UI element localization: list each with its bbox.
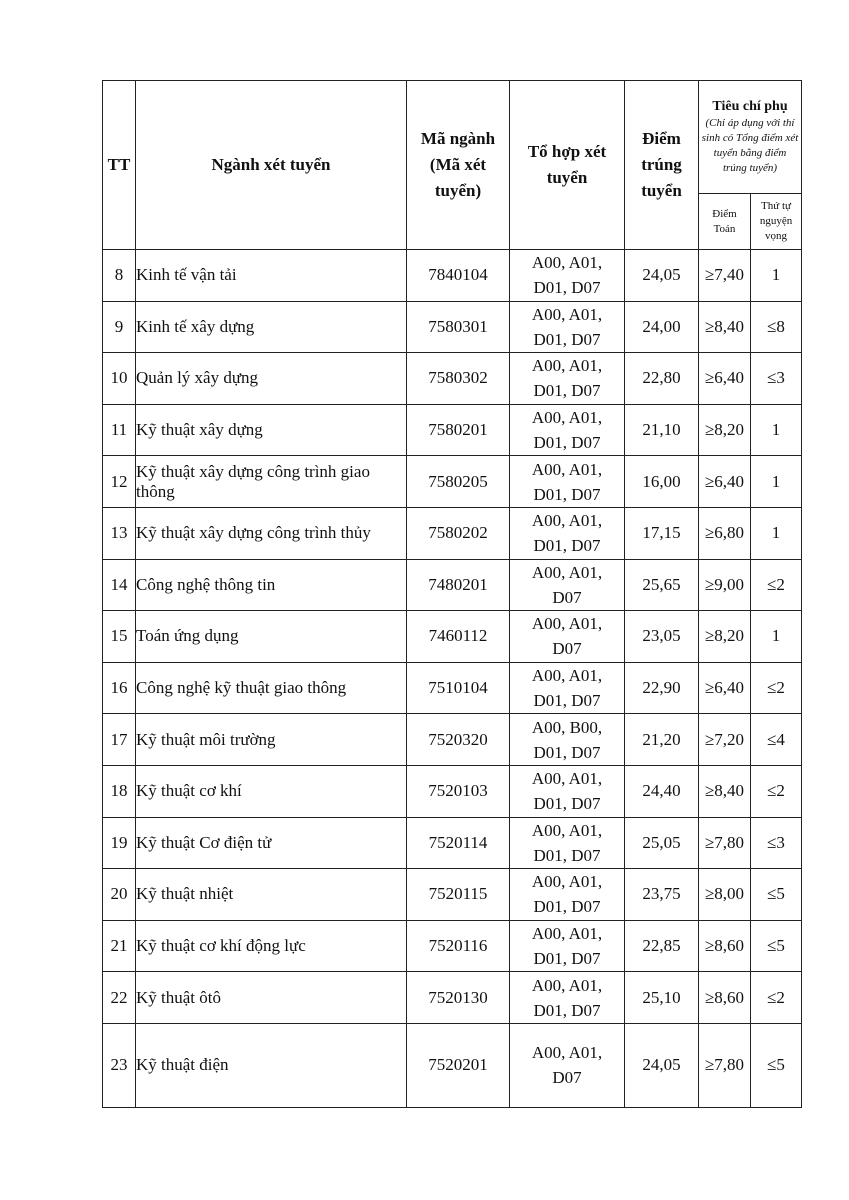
table-row: [103, 765, 802, 817]
subject-combination: A00, B00, D01, D07: [510, 714, 625, 766]
criteria-note: (Chỉ áp dụng với thí sinh có Tổng điểm xét tuyển bằng điểm trúng tuyển): [701, 117, 799, 174]
priority-criterion: ≤2: [751, 662, 802, 714]
priority-criterion: ≤3: [751, 353, 802, 405]
major-name: Công nghệ thông tin: [136, 559, 407, 611]
major-code: 7580201: [407, 404, 510, 456]
major-name: Kinh tế xây dựng: [136, 301, 407, 353]
header-score: Điểm trúng tuyển: [625, 81, 699, 250]
priority-criterion: 1: [751, 456, 802, 508]
table-row: [103, 301, 802, 353]
row-index: 14: [103, 559, 136, 611]
priority-criterion: ≤5: [751, 920, 802, 972]
row-index: 15: [103, 611, 136, 663]
table-row: [103, 250, 802, 302]
major-code: 7520130: [407, 972, 510, 1024]
math-score-criterion: ≥8,60: [699, 920, 751, 972]
subject-combination: A00, A01, D01, D07: [510, 250, 625, 302]
row-index: 19: [103, 817, 136, 869]
math-score-criterion: ≥8,40: [699, 765, 751, 817]
major-code: 7840104: [407, 250, 510, 302]
math-score-criterion: ≥6,40: [699, 662, 751, 714]
subject-combination: A00, A01, D01, D07: [510, 456, 625, 508]
subject-combination: A00, A01, D01, D07: [510, 817, 625, 869]
admission-score: 21,20: [625, 714, 699, 766]
table-row: [103, 611, 802, 663]
math-score-criterion: ≥9,00: [699, 559, 751, 611]
row-index: 20: [103, 869, 136, 921]
table-row: [103, 456, 802, 508]
major-name: Kỹ thuật xây dựng công trình thủy: [136, 507, 407, 559]
math-score-criterion: ≥6,40: [699, 456, 751, 508]
row-index: 8: [103, 250, 136, 302]
priority-criterion: 1: [751, 250, 802, 302]
table-row: [103, 353, 802, 405]
admission-score: 25,65: [625, 559, 699, 611]
subject-combination: A00, A01, D01, D07: [510, 972, 625, 1024]
major-code: 7520201: [407, 1023, 510, 1107]
major-name: Kinh tế vận tải: [136, 250, 407, 302]
priority-criterion: ≤4: [751, 714, 802, 766]
header-combo: Tổ hợp xét tuyển: [510, 81, 625, 250]
major-code: 7520320: [407, 714, 510, 766]
major-name: Kỹ thuật cơ khí: [136, 765, 407, 817]
major-name: Toán ứng dụng: [136, 611, 407, 663]
priority-criterion: 1: [751, 507, 802, 559]
row-index: 9: [103, 301, 136, 353]
priority-criterion: ≤2: [751, 765, 802, 817]
priority-criterion: ≤2: [751, 972, 802, 1024]
subject-combination: A00, A01, D01, D07: [510, 301, 625, 353]
table-header: [103, 81, 802, 250]
table-row: [103, 714, 802, 766]
row-index: 18: [103, 765, 136, 817]
subject-combination: A00, A01, D01, D07: [510, 507, 625, 559]
table-row: [103, 972, 802, 1024]
row-index: 10: [103, 353, 136, 405]
major-name: Kỹ thuật xây dựng công trình giao thông: [136, 456, 407, 508]
admission-score: 23,05: [625, 611, 699, 663]
subject-combination: A00, A01, D01, D07: [510, 662, 625, 714]
major-code: 7580302: [407, 353, 510, 405]
math-score-criterion: ≥8,40: [699, 301, 751, 353]
header-major: Ngành xét tuyển: [136, 81, 407, 250]
priority-criterion: ≤8: [751, 301, 802, 353]
admission-score: 22,85: [625, 920, 699, 972]
header-code: Mã ngành (Mã xét tuyển): [407, 81, 510, 250]
math-score-criterion: ≥8,00: [699, 869, 751, 921]
table-row: [103, 662, 802, 714]
admission-score: 24,05: [625, 250, 699, 302]
major-name: Quản lý xây dựng: [136, 353, 407, 405]
admission-score: 24,40: [625, 765, 699, 817]
major-code: 7520114: [407, 817, 510, 869]
admission-score: 25,10: [625, 972, 699, 1024]
subject-combination: A00, A01, D07: [510, 559, 625, 611]
priority-criterion: 1: [751, 611, 802, 663]
row-index: 13: [103, 507, 136, 559]
row-index: 16: [103, 662, 136, 714]
major-code: 7510104: [407, 662, 510, 714]
priority-criterion: ≤2: [751, 559, 802, 611]
criteria-title: Tiêu chí phụ: [712, 99, 788, 114]
subject-combination: A00, A01, D01, D07: [510, 920, 625, 972]
major-code: 7580205: [407, 456, 510, 508]
subject-combination: A00, A01, D01, D07: [510, 765, 625, 817]
major-name: Kỹ thuật điện: [136, 1023, 407, 1107]
math-score-criterion: ≥8,20: [699, 611, 751, 663]
math-score-criterion: ≥7,20: [699, 714, 751, 766]
table-row: [103, 817, 802, 869]
row-index: 11: [103, 404, 136, 456]
row-index: 23: [103, 1023, 136, 1107]
priority-criterion: 1: [751, 404, 802, 456]
admission-score: 24,00: [625, 301, 699, 353]
header-criteria: [699, 81, 802, 194]
table-row: [103, 404, 802, 456]
header-math: Điểm Toán: [699, 194, 751, 250]
subject-combination: A00, A01, D01, D07: [510, 353, 625, 405]
table-row: [103, 869, 802, 921]
subject-combination: A00, A01, D07: [510, 611, 625, 663]
major-name: Kỹ thuật nhiệt: [136, 869, 407, 921]
admission-score: 24,05: [625, 1023, 699, 1107]
row-index: 21: [103, 920, 136, 972]
major-code: 7520103: [407, 765, 510, 817]
major-name: Công nghệ kỹ thuật giao thông: [136, 662, 407, 714]
priority-criterion: ≤5: [751, 869, 802, 921]
admission-score: 16,00: [625, 456, 699, 508]
priority-criterion: ≤5: [751, 1023, 802, 1107]
major-name: Kỹ thuật ôtô: [136, 972, 407, 1024]
table-row: [103, 920, 802, 972]
header-priority: Thứ tự nguyện vọng: [751, 194, 802, 250]
header-tt: TT: [103, 81, 136, 250]
math-score-criterion: ≥8,20: [699, 404, 751, 456]
major-code: 7520116: [407, 920, 510, 972]
subject-combination: A00, A01, D01, D07: [510, 869, 625, 921]
major-code: 7580202: [407, 507, 510, 559]
table-body: [103, 250, 802, 1108]
admission-score: 25,05: [625, 817, 699, 869]
priority-criterion: ≤3: [751, 817, 802, 869]
table-row: [103, 1023, 802, 1107]
math-score-criterion: ≥8,60: [699, 972, 751, 1024]
admission-score: 17,15: [625, 507, 699, 559]
major-code: 7580301: [407, 301, 510, 353]
admission-score: 22,80: [625, 353, 699, 405]
table-row: [103, 507, 802, 559]
major-name: Kỹ thuật Cơ điện tử: [136, 817, 407, 869]
admission-score: 21,10: [625, 404, 699, 456]
major-name: Kỹ thuật môi trường: [136, 714, 407, 766]
admissions-table: [102, 80, 802, 1108]
major-code: 7460112: [407, 611, 510, 663]
subject-combination: A00, A01, D07: [510, 1023, 625, 1107]
admission-score: 22,90: [625, 662, 699, 714]
math-score-criterion: ≥7,40: [699, 250, 751, 302]
major-name: Kỹ thuật cơ khí động lực: [136, 920, 407, 972]
table-row: [103, 559, 802, 611]
major-name: Kỹ thuật xây dựng: [136, 404, 407, 456]
math-score-criterion: ≥7,80: [699, 1023, 751, 1107]
major-code: 7520115: [407, 869, 510, 921]
major-code: 7480201: [407, 559, 510, 611]
math-score-criterion: ≥6,80: [699, 507, 751, 559]
admission-score: 23,75: [625, 869, 699, 921]
subject-combination: A00, A01, D01, D07: [510, 404, 625, 456]
row-index: 17: [103, 714, 136, 766]
math-score-criterion: ≥7,80: [699, 817, 751, 869]
math-score-criterion: ≥6,40: [699, 353, 751, 405]
row-index: 22: [103, 972, 136, 1024]
row-index: 12: [103, 456, 136, 508]
